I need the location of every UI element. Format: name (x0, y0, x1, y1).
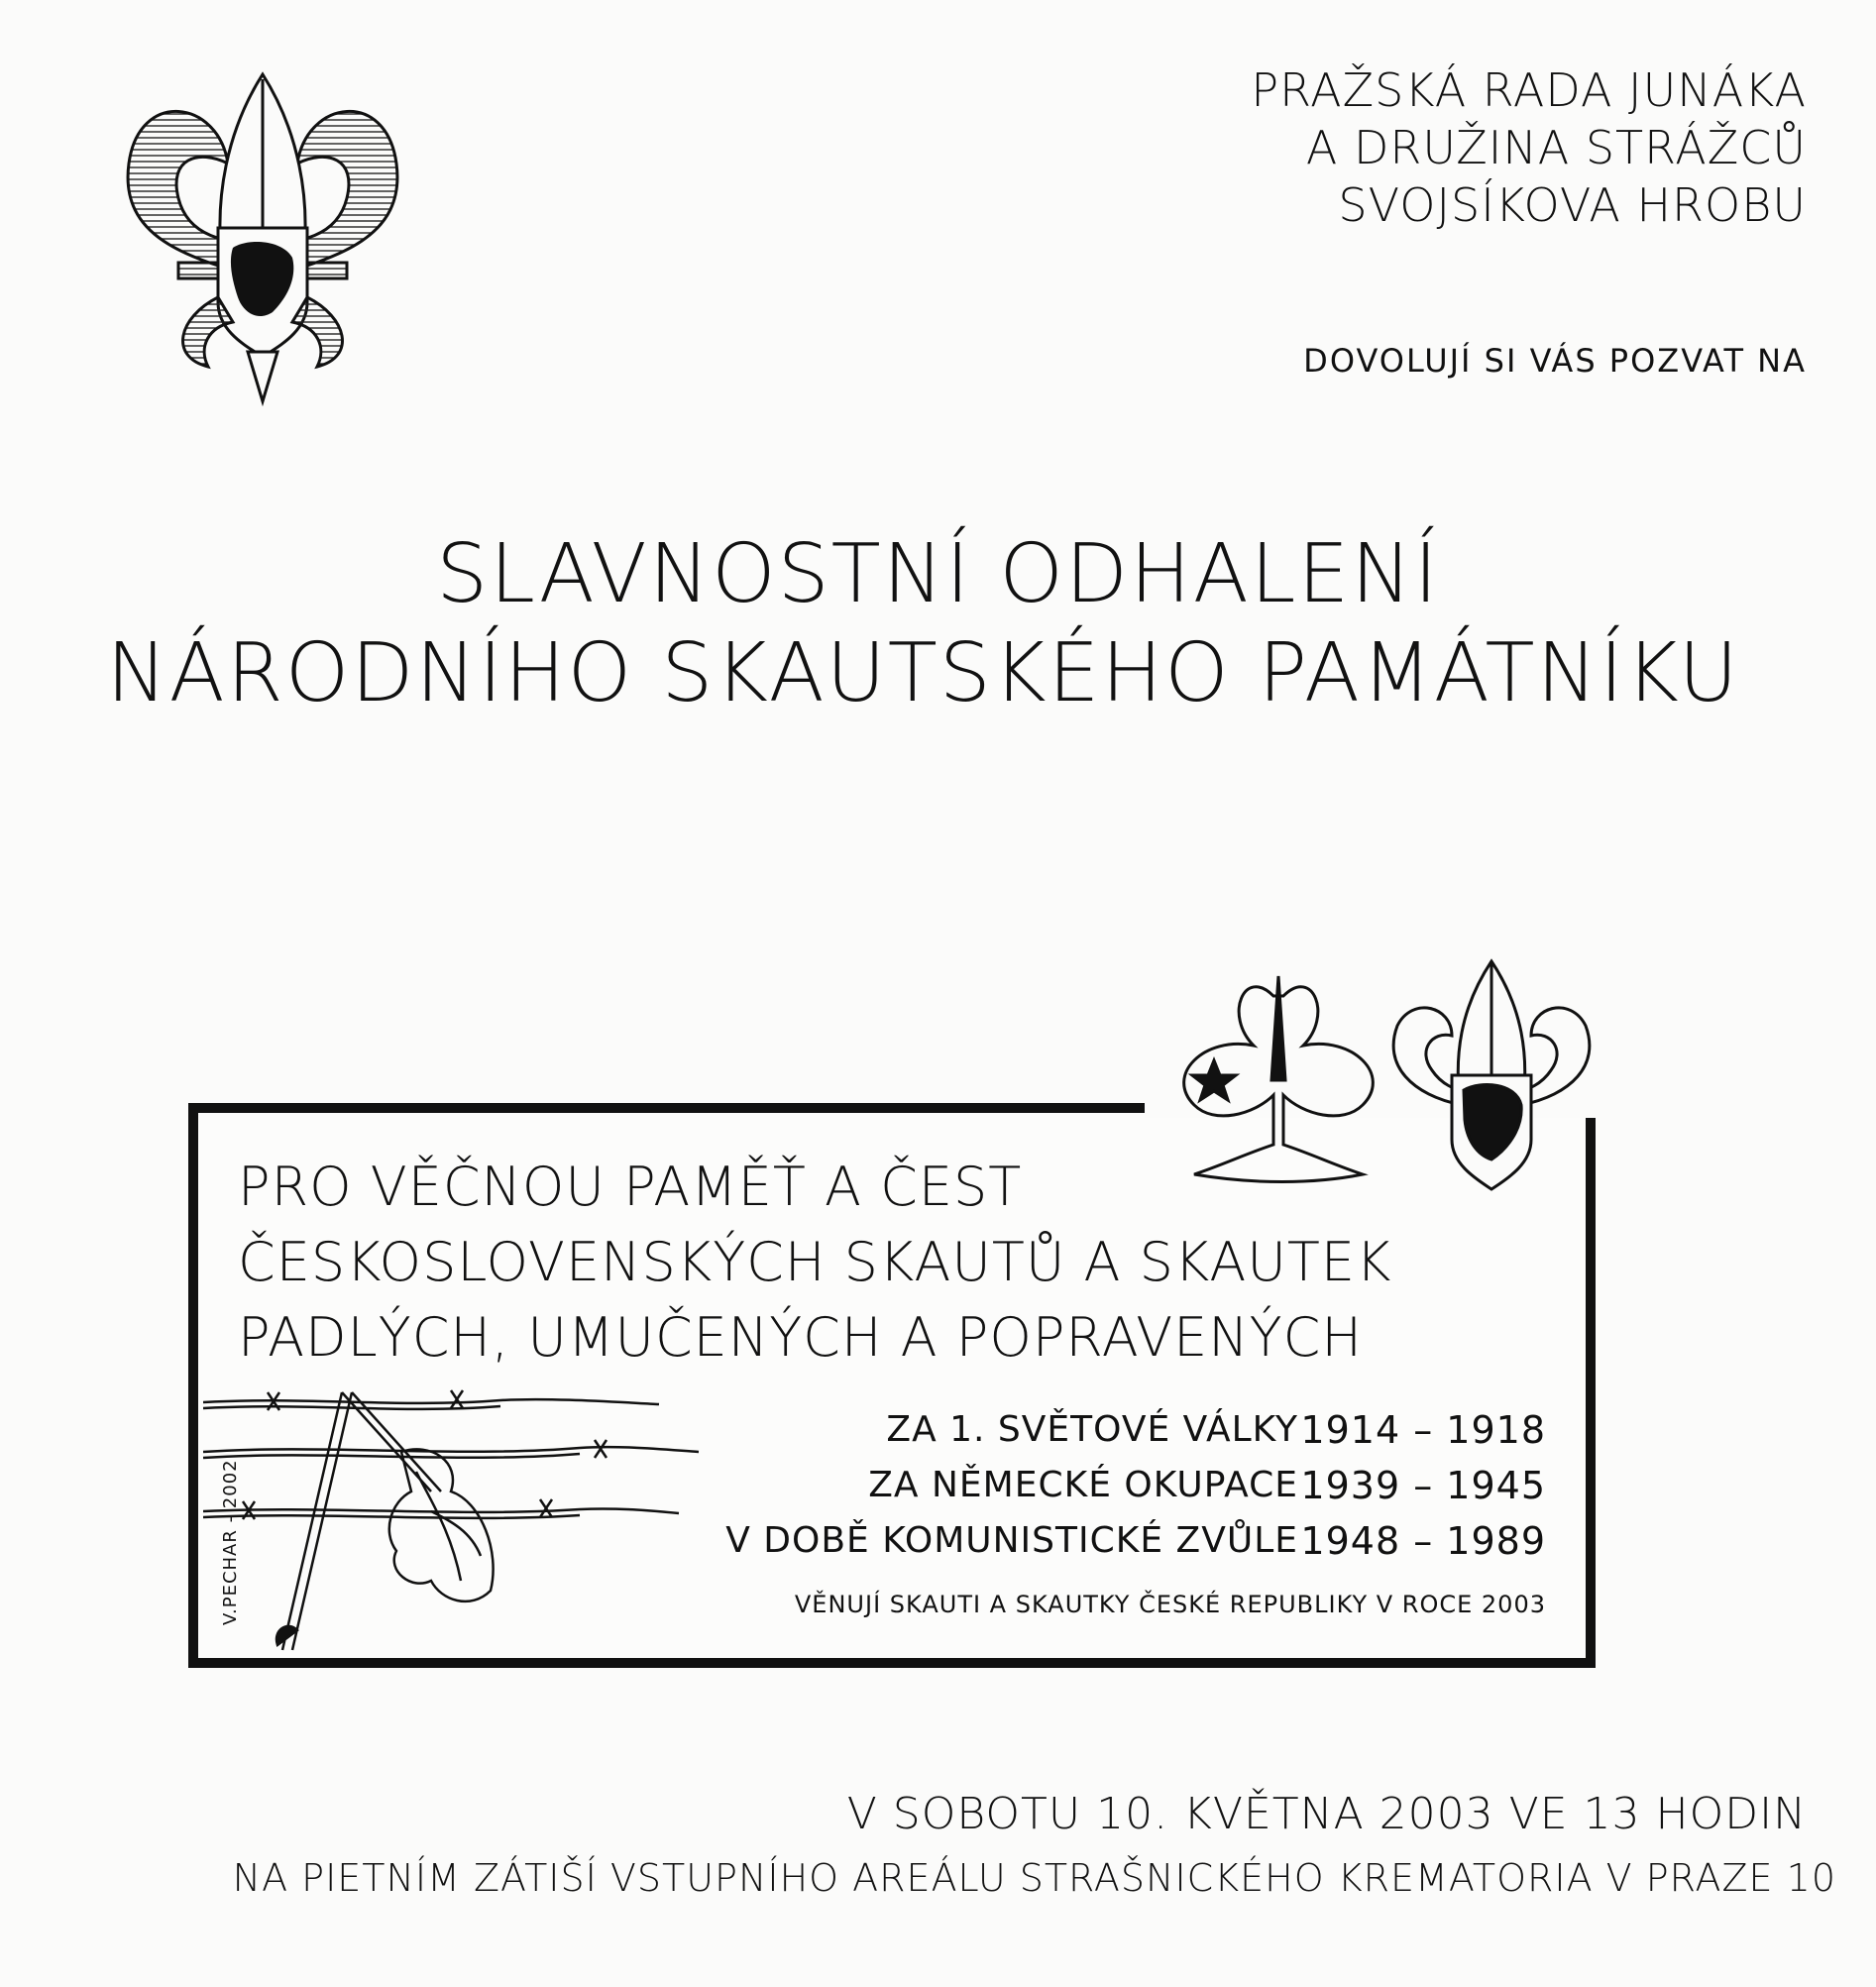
invitation-text: DOVOLUJÍ SI VÁS POZVAT NA (1303, 342, 1807, 380)
scout-fleur-de-lis-icon (1393, 961, 1590, 1189)
event-title-line1: SLAVNOSTNÍ ODHALENÍ (436, 527, 1440, 621)
period-row (694, 1402, 1546, 1458)
plaque-dedication (238, 1150, 1391, 1376)
period-row (694, 1458, 1546, 1513)
memorial-periods (694, 1402, 1546, 1569)
event-title-line2: NÁRODNÍHO SKAUTSKÉHO PAMÁTNÍKU (106, 626, 1740, 720)
dedication-line: PRO VĚČNOU PAMĚŤ A ČEST (238, 1156, 1023, 1218)
organization-name (1251, 61, 1807, 234)
barbed-wire-and-fallen-flag-icon (203, 1382, 718, 1660)
organization-line: SVOJSÍKOVA HROBU (1338, 178, 1807, 232)
period-years: 1948 – 1989 (1300, 1519, 1546, 1563)
period-label: ZA 1. SVĚTOVÉ VÁLKY (886, 1409, 1298, 1450)
event-location: NA PIETNÍM ZÁTIŠÍ VSTUPNÍHO AREÁLU STRAŠNICKÉHO KREMATORIA V PRAZE 10 (232, 1856, 1836, 1900)
period-years: 1939 – 1945 (1300, 1464, 1546, 1507)
artist-signature: V.PECHAR - 2002 (220, 1459, 241, 1625)
period-row (694, 1513, 1546, 1569)
scout-fleur-de-lis-icon (109, 69, 416, 406)
event-title (0, 525, 1876, 723)
period-label: ZA NĚMECKÉ OKUPACE (868, 1465, 1298, 1505)
period-label: V DOBĚ KOMUNISTICKÉ ZVŮLE (725, 1520, 1298, 1561)
plaque-devotion: VĚNUJÍ SKAUTI A SKAUTKY ČESKÉ REPUBLIKY V ROCE 2003 (794, 1591, 1546, 1618)
event-date-time: V SOBOTU 10. KVĚTNA 2003 VE 13 HODIN (846, 1789, 1807, 1839)
organization-line: PRAŽSKÁ RADA JUNÁKA (1251, 63, 1807, 117)
organization-line: A DRUŽINA STRÁŽCŮ (1305, 121, 1807, 174)
dedication-line: ČESKOSLOVENSKÝCH SKAUTŮ A SKAUTEK (238, 1231, 1392, 1293)
dedication-line: PADLÝCH, UMUČENÝCH A POPRAVENÝCH (238, 1306, 1363, 1369)
period-years: 1914 – 1918 (1300, 1408, 1546, 1452)
